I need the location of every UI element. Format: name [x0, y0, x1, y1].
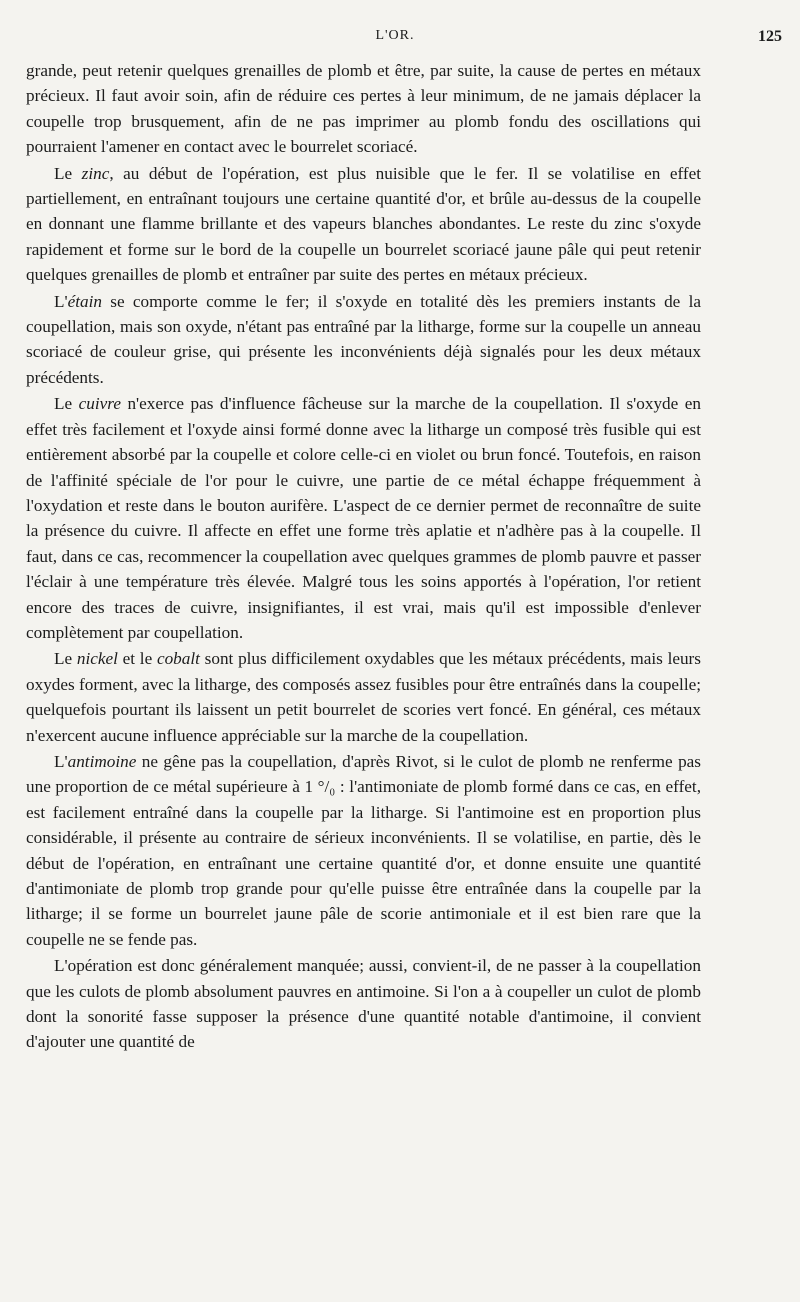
italic-term: zinc: [81, 163, 110, 183]
paragraph-p6: [26, 749, 701, 952]
text-segment: L': [54, 751, 68, 771]
page-header: [26, 28, 782, 52]
paragraph-p4: [26, 391, 701, 645]
paragraph-p7: [26, 953, 701, 1055]
text-segment: et le: [117, 649, 157, 669]
italic-term: cobalt: [156, 649, 200, 669]
italic-term: cuivre: [78, 394, 121, 414]
page-number: 125: [758, 28, 782, 45]
text-segment: , au début de l'opération, est plus nuisible que le fer. Il se volatilise en effet partiellement, en entraînant toujours une certaine quantité d'or, et brûle au-dessus de la coupelle en donnant une flamme brillante et des vapeurs blanches abondantes. Le reste du zinc s'oxyde rapidement et forme sur le bord de la coupelle un bourrelet scoriacé jaune pâle qui peut retenir quelques grenailles de plomb et entraîner par suite des pertes en métaux précieux.: [26, 163, 701, 285]
italic-term: nickel: [76, 649, 118, 669]
text-segment: : l'antimoniate de plomb formé dans ce cas, en effet, est facilement entraîné dans la coupelle par la litharge. Si l'antimoine est en proportion plus considérable, il présente au contraire de sérieux inconvénients. Il se volatilise, en partie, dès le début de l'opération, en entraînant une certaine quantité d'or, et donne ensuite une quantité d'antimoniate de plomb trop grande pour qu'elle puisse être entraînée dans la coupelle par la litharge; il se forme un bourrelet jaune pâle de scorie antimoniale et il est bien rare que la coupelle ne se fende pas.: [26, 777, 701, 949]
text-segment: L': [54, 291, 68, 311]
italic-term: antimoine: [67, 751, 137, 771]
text-segment: sont plus difficilement oxydables que les métaux précédents, mais leurs oxydes forment, avec la litharge, des composés assez fusibles pour être entraînés dans la coupelle; quelquefois pourtant ils laissent un petit bourrelet de scories vert foncé. En général, ces métaux n'exercent aucune influence appréciable sur la marche de la coupellation.: [26, 649, 701, 745]
body-text: [26, 58, 701, 1055]
paragraph-p5: [26, 646, 701, 748]
text-segment: ne gêne pas la coupellation, d'après Rivot, si le culot de plomb ne renferme pas une proportion de ce métal supérieure à 1: [26, 751, 701, 797]
text-segment: se comporte comme le fer; il s'oxyde en totalité dès les premiers instants de la coupellation, mais son oxyde, n'étant pas entraîné par la litharge, forme sur la coupelle un anneau scoriacé de couleur grise, qui présente les inconvénients déjà signalés pour les deux métaux précédents.: [26, 291, 701, 387]
per-cent-sign: °/₀: [317, 777, 336, 797]
text-segment: grande, peut retenir quelques grenailles de plomb et être, par suite, la cause de pertes en métaux précieux. Il faut avoir soin, afin de réduire ces pertes à leur minimum, de ne jamais déplacer la coupelle trop brusquement, afin de ne pas imprimer au plomb fondu des oscillations qui pourraient l'amener en contact avec le bourrelet scoriacé.: [26, 61, 701, 157]
text-segment: L'opération est donc généralement manquée; aussi, convient-il, de ne passer à la coupellation que les culots de plomb absolument pauvres en antimoine. Si l'on a à coupeller un culot de plomb dont la sonorité fasse supposer la présence d'une quantité notable d'antimoine, il convient d'ajouter une quantité de: [26, 956, 701, 1052]
paragraph-p2: [26, 161, 701, 288]
text-segment: Le: [54, 394, 79, 414]
text-segment: Le: [54, 163, 82, 183]
text-segment: Le: [54, 649, 77, 669]
text-segment: n'exerce pas d'influence fâcheuse sur la marche de la coupellation. Il s'oxyde en effet très facilement et l'oxyde ainsi formé donne avec la litharge un composé très fusible qui est entièrement absorbé par la coupelle et colore celle-ci en violet ou brun foncé. Toutefois, en raison de l'affinité spéciale de l'or pour le cuivre, une partie de ce métal échappe fréquemment à l'oxydation et reste dans le bouton aurifère. L'aspect de ce dernier permet de reconnaître de suite la présence du cuivre. Il affecte en effet une forme très aplatie et n'adhère pas à la coupelle. Il faut, dans ce cas, recommencer la coupellation avec quelques grammes de plomb pauvre et passer l'éclair à une température très élevée. Malgré tous les soins apportés à l'opération, l'or retient encore des traces de cuivre, insignifiantes, il est vrai, mais qu'il est impossible d'enlever complètement par coupellation.: [26, 394, 701, 642]
italic-term: étain: [67, 291, 102, 311]
paragraph-p3: [26, 289, 701, 391]
paragraph-p1: [26, 58, 701, 160]
running-title: L'OR.: [375, 28, 415, 43]
